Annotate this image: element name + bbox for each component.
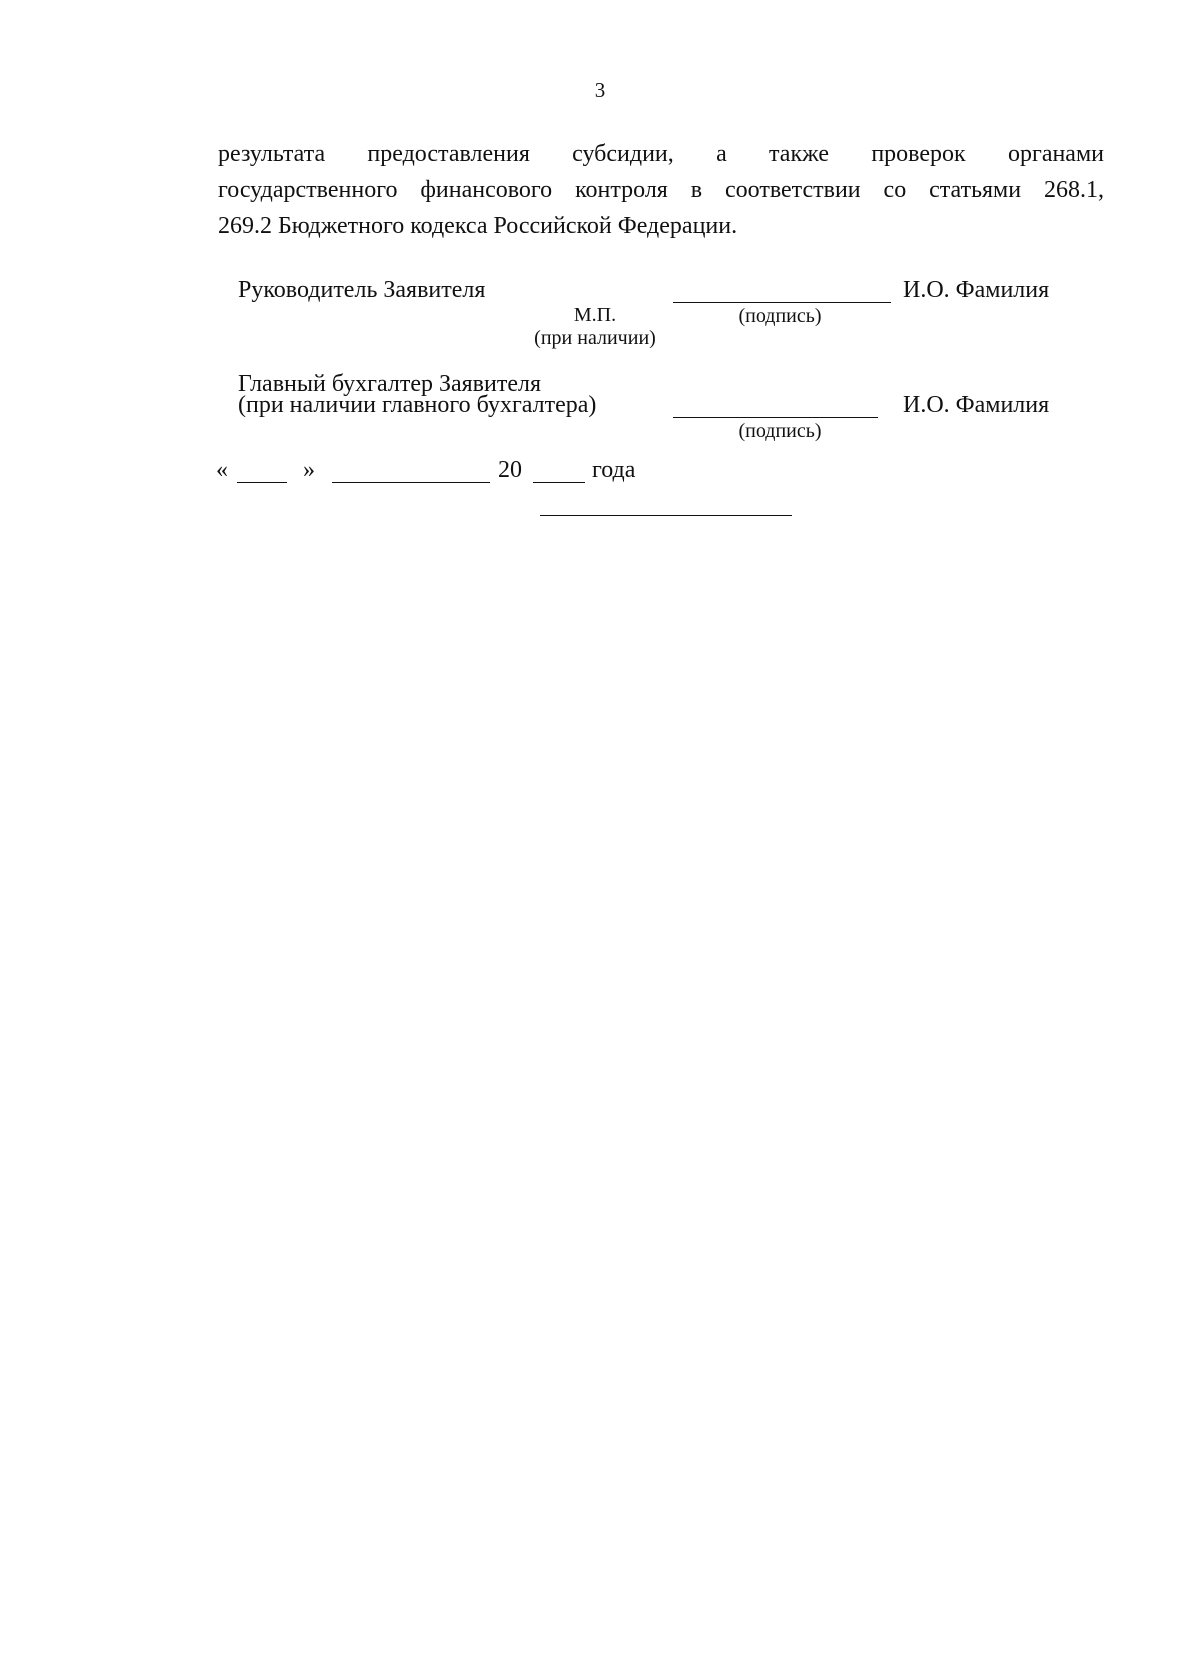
- date-year-blank: [533, 482, 585, 483]
- accountant-signature-caption: (подпись): [738, 420, 822, 442]
- accountant-title-note: (при наличии главного бухгалтера): [238, 392, 597, 418]
- head-title: Руководитель Заявителя: [238, 277, 486, 303]
- head-signature-line: [673, 302, 891, 303]
- end-separator-line: [540, 515, 792, 516]
- date-open-quote: «: [216, 457, 228, 483]
- stamp-label: М.П.: [573, 304, 617, 326]
- accountant-title: Главный бухгалтер Заявителя: [238, 371, 542, 397]
- accountant-name: И.О. Фамилия: [903, 392, 1050, 418]
- date-century: 20: [498, 457, 522, 483]
- head-name: И.О. Фамилия: [903, 277, 1050, 303]
- date-day-blank: [237, 482, 287, 483]
- body-text-line-1: результата предоставления субсидии, а также проверок органами: [218, 141, 1104, 167]
- stamp-note: (при наличии): [534, 327, 656, 349]
- accountant-signature-line: [673, 417, 878, 418]
- document-page: 3 результата предоставления субсидии, а также проверок органами государственного финансового контроля в соответствии со статьями 268.1, 269.2 Бюджетного кодекса Российской Федерации. Руководитель Заявителя И.О. Фамилия М.П. (подпись) (при наличии) Главный бухгалтер Заявителя (при наличии главного бухгалтера) И.О. Фамилия (подпись) « » 20 года: [0, 0, 1200, 1675]
- date-close-quote: »: [303, 457, 315, 483]
- head-signature-caption: (подпись): [738, 305, 822, 327]
- body-text-line-2: государственного финансового контроля в соответствии со статьями 268.1,: [218, 177, 1104, 203]
- body-text-line-3: 269.2 Бюджетного кодекса Российской Федерации.: [218, 213, 738, 239]
- date-month-blank: [332, 482, 490, 483]
- date-year-word: года: [592, 457, 636, 483]
